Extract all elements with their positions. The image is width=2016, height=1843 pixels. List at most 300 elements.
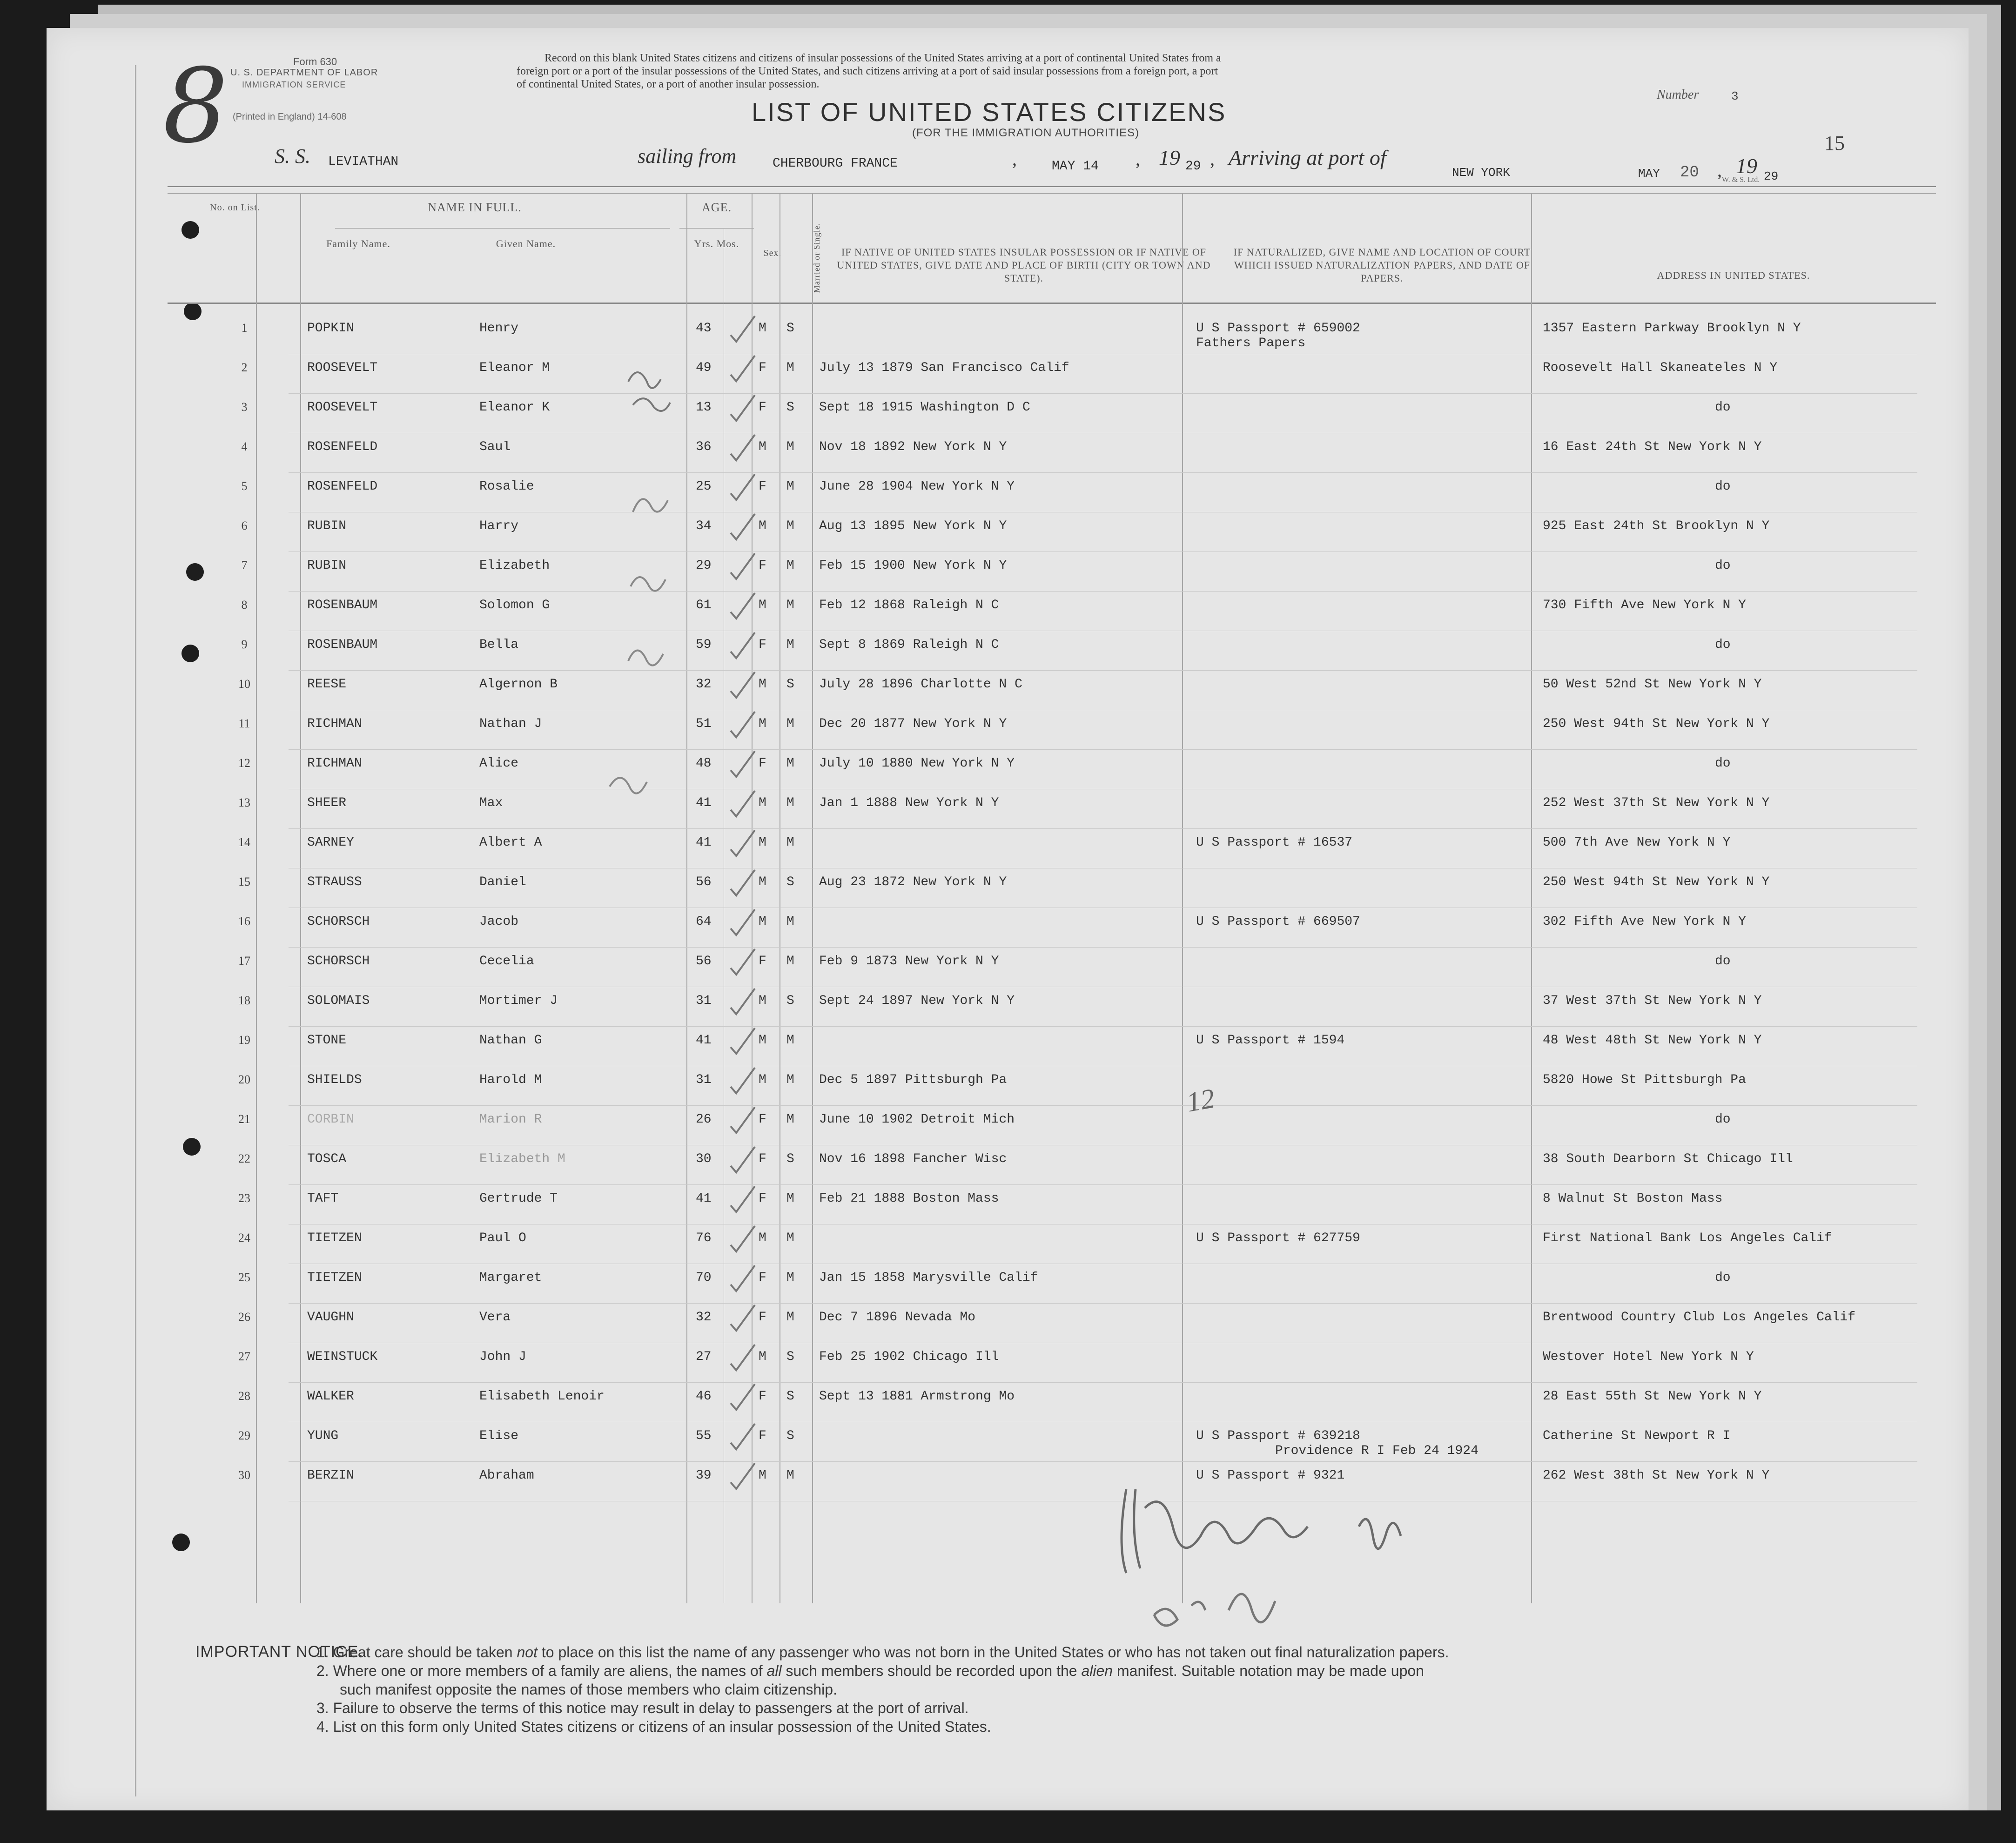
checkmark <box>731 316 755 342</box>
marital-status: M <box>786 479 794 494</box>
row-number: 26 <box>238 1310 250 1324</box>
checkmark <box>731 474 755 500</box>
sex: M <box>759 835 766 850</box>
printed-note: (Printed in England) 14-608 <box>233 112 347 122</box>
family-name: RUBIN <box>307 558 347 573</box>
naturalization: U S Passport # 659002 <box>1196 321 1360 336</box>
birth-date-place: Sept 18 1915 Washington D C <box>819 400 1030 415</box>
family-name: VAUGHN <box>307 1310 354 1325</box>
checkmark <box>731 1345 755 1370</box>
age-years: 39 <box>696 1468 712 1483</box>
row-number: 9 <box>241 638 248 651</box>
naturalization: U S Passport # 627759 <box>1196 1231 1360 1245</box>
birth-date-place: Dec 7 1896 Nevada Mo <box>819 1310 976 1325</box>
us-address: 38 South Dearborn St Chicago Ill <box>1543 1152 1793 1166</box>
sex: M <box>759 994 766 1008</box>
marital-status: M <box>786 1231 794 1245</box>
family-name: SARNEY <box>307 835 354 850</box>
header-sex: Sex. <box>763 248 782 258</box>
header-no: No. on List. <box>210 202 260 213</box>
row-number: 30 <box>238 1468 250 1482</box>
marital-status: M <box>786 519 794 533</box>
handwritten-margin-notes <box>563 316 684 922</box>
sex: F <box>759 1112 766 1127</box>
arrival-month: MAY <box>1638 167 1660 181</box>
age-years: 31 <box>696 1073 712 1087</box>
us-address: do <box>1715 479 1731 494</box>
sex: M <box>759 1033 766 1048</box>
row-number: 23 <box>238 1191 250 1205</box>
sex: M <box>759 717 766 731</box>
age-years: 29 <box>696 558 712 573</box>
sex: F <box>759 1389 766 1404</box>
birth-date-place: Feb 15 1900 New York N Y <box>819 558 1007 573</box>
row-number: 16 <box>238 915 250 928</box>
row-rule <box>289 828 1917 829</box>
us-address: 50 West 52nd St New York N Y <box>1543 677 1762 692</box>
row-number: 20 <box>238 1073 250 1086</box>
header-subrule <box>335 228 670 229</box>
checkmark <box>731 712 755 737</box>
given-name: Bella <box>479 638 519 652</box>
age-years: 41 <box>696 796 712 810</box>
birth-date-place: Sept 13 1881 Armstrong Mo <box>819 1389 1015 1404</box>
sex: F <box>759 1152 766 1166</box>
naturalization-note: Fathers Papers <box>1196 336 1306 350</box>
age-years: 32 <box>696 677 712 692</box>
marital-status: M <box>786 638 794 652</box>
us-address: do <box>1715 400 1731 415</box>
column-rule <box>1531 193 1532 1603</box>
marital-status: M <box>786 717 794 731</box>
sex: M <box>759 875 766 889</box>
us-address: do <box>1715 1271 1731 1285</box>
given-name: Elizabeth <box>479 558 550 573</box>
given-name: Gertrude T <box>479 1191 558 1206</box>
marital-status: M <box>786 361 794 375</box>
family-name: YUNG <box>307 1429 339 1443</box>
family-name: SCHORSCH <box>307 915 370 929</box>
given-name: John J <box>479 1350 526 1364</box>
punch-hole <box>186 563 204 581</box>
age-years: 30 <box>696 1152 712 1166</box>
birth-date-place: Nov 16 1898 Fancher Wisc <box>819 1152 1007 1166</box>
birth-date-place: Dec 20 1877 New York N Y <box>819 717 1007 731</box>
given-name: Algernon B <box>479 677 558 692</box>
family-name: SHIELDS <box>307 1073 362 1087</box>
us-address: do <box>1715 756 1731 771</box>
notice-item-2-cont: such manifest opposite the names of those members who claim citizenship. <box>340 1681 837 1698</box>
checkmark <box>731 1463 755 1489</box>
header-yrs-mos: Yrs. Mos. <box>694 238 739 249</box>
marital-status: M <box>786 954 794 969</box>
punch-hole <box>184 303 202 320</box>
us-address: Westover Hotel New York N Y <box>1543 1350 1754 1364</box>
header-given-name: Given Name. <box>496 238 556 249</box>
us-address: 262 West 38th St New York N Y <box>1543 1468 1770 1483</box>
checkmark <box>731 1028 755 1054</box>
punch-hole <box>172 1534 190 1551</box>
age-years: 32 <box>696 1310 712 1325</box>
margin-rule <box>135 65 136 1796</box>
age-years: 55 <box>696 1429 712 1443</box>
inspector-checkmarks <box>689 307 782 1517</box>
row-number: 15 <box>238 875 250 888</box>
given-name: Alice <box>479 756 519 771</box>
inspector-signature <box>1098 1471 1471 1666</box>
given-name: Marion R <box>479 1112 542 1127</box>
row-number: 1 <box>241 321 248 335</box>
row-number: 18 <box>238 994 250 1007</box>
birth-date-place: Dec 5 1897 Pittsburgh Pa <box>819 1073 1007 1087</box>
age-years: 31 <box>696 994 712 1008</box>
page-subtitle: (FOR THE IMMIGRATION AUTHORITIES) <box>912 127 1140 139</box>
us-address: 1357 Eastern Parkway Brooklyn N Y <box>1543 321 1801 336</box>
family-name: SOLOMAIS <box>307 994 370 1008</box>
marital-status: M <box>786 1033 794 1048</box>
family-name: ROOSEVELT <box>307 361 378 375</box>
depart-year: 29 <box>1185 159 1201 174</box>
given-name: Jacob <box>479 915 519 929</box>
sex: F <box>759 1271 766 1285</box>
marital-status: M <box>786 756 794 771</box>
given-name: Albert A <box>479 835 542 850</box>
family-name: TIETZEN <box>307 1231 362 1245</box>
arrival-day: 20 <box>1680 164 1699 182</box>
checkmark <box>731 1384 755 1410</box>
checkmark <box>731 435 755 460</box>
age-years: 46 <box>696 1389 712 1404</box>
us-address: 5820 Howe St Pittsburgh Pa <box>1543 1073 1746 1087</box>
service: IMMIGRATION SERVICE <box>242 80 346 89</box>
age-years: 70 <box>696 1271 712 1285</box>
row-number: 22 <box>238 1152 250 1165</box>
sex: M <box>759 440 766 454</box>
birth-date-place: July 28 1896 Charlotte N C <box>819 677 1022 692</box>
family-name: REESE <box>307 677 347 692</box>
row-number: 14 <box>238 835 250 849</box>
row-number: 28 <box>238 1389 250 1403</box>
family-name: ROOSEVELT <box>307 400 378 415</box>
checkmark <box>731 1068 755 1093</box>
given-name: Elisabeth Lenoir <box>479 1389 605 1404</box>
given-name: Henry <box>479 321 519 336</box>
checkmark <box>731 791 755 816</box>
birth-date-place: Feb 25 1902 Chicago Ill <box>819 1350 999 1364</box>
family-name: WEINSTUCK <box>307 1350 378 1364</box>
given-name: Daniel <box>479 875 526 889</box>
us-address: do <box>1715 638 1731 652</box>
birth-date-place: July 10 1880 New York N Y <box>819 756 1015 771</box>
us-address: 250 West 94th St New York N Y <box>1543 717 1770 731</box>
given-name: Solomon G <box>479 598 550 612</box>
family-name: STONE <box>307 1033 347 1048</box>
us-address: 37 West 37th St New York N Y <box>1543 994 1762 1008</box>
us-address: 48 West 48th St New York N Y <box>1543 1033 1762 1048</box>
age-years: 25 <box>696 479 712 494</box>
form-number: Form 630 <box>293 56 337 67</box>
age-years: 41 <box>696 1191 712 1206</box>
us-address: 250 West 94th St New York N Y <box>1543 875 1770 889</box>
marital-status: M <box>786 1310 794 1325</box>
us-address: 302 Fifth Ave New York N Y <box>1543 915 1746 929</box>
row-rule <box>289 1461 1917 1462</box>
birth-date-place: Feb 12 1868 Raleigh N C <box>819 598 999 612</box>
us-address: 925 East 24th St Brooklyn N Y <box>1543 519 1770 533</box>
family-name: RICHMAN <box>307 717 362 731</box>
header-bottom-rule <box>168 303 1936 304</box>
header-rule <box>168 186 1936 187</box>
checkmark <box>731 1147 755 1172</box>
department: U. S. DEPARTMENT OF LABOR <box>230 67 378 78</box>
checkmark <box>731 949 755 975</box>
row-rule <box>289 1184 1917 1185</box>
depart-date: MAY 14 <box>1052 159 1099 174</box>
row-number: 24 <box>238 1231 250 1244</box>
family-name: RICHMAN <box>307 756 362 771</box>
row-number: 2 <box>241 361 248 374</box>
marital-status: M <box>786 440 794 454</box>
row-number: 29 <box>238 1429 250 1442</box>
row-rule <box>289 670 1917 671</box>
header-subrule <box>679 228 754 229</box>
page-title: LIST OF UNITED STATES CITIZENS <box>752 97 1227 127</box>
us-address: 500 7th Ave New York N Y <box>1543 835 1731 850</box>
arriving-label: Arriving at port of <box>1229 146 1386 169</box>
marital-status: S <box>786 677 794 692</box>
header-naturalized: IF NATURALIZED, GIVE NAME AND LOCATION OF COURT WHICH ISSUED NATURALIZATION PAPERS, AND DATE OF PAPERS. <box>1233 246 1531 284</box>
checkmark <box>731 830 755 856</box>
row-number: 19 <box>238 1033 250 1047</box>
sex: M <box>759 1073 766 1087</box>
given-name: Margaret <box>479 1271 542 1285</box>
checkmark <box>731 1107 755 1133</box>
column-rule <box>686 193 687 1603</box>
header-married-single: Married or Single. <box>812 222 821 293</box>
number-label: Number <box>1657 87 1699 102</box>
given-name: Rosalie <box>479 479 534 494</box>
row-rule <box>289 749 1917 750</box>
row-number: 5 <box>241 479 248 493</box>
age-years: 43 <box>696 321 712 336</box>
age-years: 56 <box>696 954 712 969</box>
us-address: 8 Walnut St Boston Mass <box>1543 1191 1723 1206</box>
row-number: 12 <box>238 756 250 770</box>
naturalization: U S Passport # 639218 <box>1196 1429 1360 1443</box>
row-number: 25 <box>238 1271 250 1284</box>
row-rule <box>289 1303 1917 1304</box>
given-name: Saul <box>479 440 511 454</box>
family-name: SCHORSCH <box>307 954 370 969</box>
us-address: do <box>1715 1112 1731 1127</box>
notice-item-2: 2. Where one or more members of a family are aliens, the names of all such members should be recorded upon the alien manifest. Suitable notation may be made upon <box>316 1662 1424 1679</box>
marital-status: S <box>786 1429 794 1443</box>
us-address: First National Bank Los Angeles Calif <box>1543 1231 1832 1245</box>
checkmark <box>731 1424 755 1449</box>
age-years: 26 <box>696 1112 712 1127</box>
birth-date-place: Aug 13 1895 New York N Y <box>819 519 1007 533</box>
row-rule <box>289 947 1917 948</box>
checkmark <box>731 672 755 698</box>
family-name: WALKER <box>307 1389 354 1404</box>
row-number: 11 <box>238 717 250 730</box>
punch-hole <box>183 1138 201 1156</box>
marital-status: S <box>786 321 794 336</box>
instruction-line-1: Record on this blank United States citizens and citizens of insular possessions of the United States arriving at a port of continental United States from a <box>544 52 1221 64</box>
column-rule <box>812 193 813 1603</box>
marital-status: M <box>786 558 794 573</box>
row-rule <box>289 1026 1917 1027</box>
birth-date-place: Feb 9 1873 New York N Y <box>819 954 999 969</box>
checkmark <box>731 553 755 579</box>
arrival-year-prefix: 19 <box>1736 154 1757 178</box>
marital-status: M <box>786 1112 794 1127</box>
naturalization: U S Passport # 1594 <box>1196 1033 1345 1048</box>
notice-item-1: 1. Great care should be taken not to place on this list the name of any passenger who was not born in the United States or who has not taken out final naturalization papers. <box>316 1644 1449 1661</box>
us-address: 28 East 55th St New York N Y <box>1543 1389 1762 1404</box>
us-address: 16 East 24th St New York N Y <box>1543 440 1762 454</box>
birth-date-place: Feb 21 1888 Boston Mass <box>819 1191 999 1206</box>
birth-date-place: Jan 15 1858 Marysville Calif <box>819 1271 1038 1285</box>
header-name-in-full: NAME IN FULL. <box>428 201 522 214</box>
marital-status: S <box>786 1350 794 1364</box>
family-name: CORBIN <box>307 1112 354 1127</box>
row-number: 10 <box>238 677 250 691</box>
age-years: 41 <box>696 1033 712 1048</box>
sex: M <box>759 519 766 533</box>
row-number: 27 <box>238 1350 250 1363</box>
family-name: BERZIN <box>307 1468 354 1483</box>
age-years: 36 <box>696 440 712 454</box>
checkmark <box>731 1305 755 1331</box>
marital-status: M <box>786 1271 794 1285</box>
sex: F <box>759 1310 766 1325</box>
header-rule <box>168 193 1936 194</box>
given-name: Harry <box>479 519 519 533</box>
marital-status: M <box>786 835 794 850</box>
age-years: 41 <box>696 835 712 850</box>
family-name: SHEER <box>307 796 347 810</box>
birth-date-place: Sept 8 1869 Raleigh N C <box>819 638 999 652</box>
row-number: 4 <box>241 440 248 453</box>
sex: F <box>759 638 766 652</box>
age-years: 51 <box>696 717 712 731</box>
checkmark <box>731 909 755 935</box>
notice-item-3: 3. Failure to observe the terms of this notice may result in delay to passengers at the port of arrival. <box>316 1700 969 1716</box>
age-years: 49 <box>696 361 712 375</box>
given-name: Paul O <box>479 1231 526 1245</box>
family-name: ROSENFELD <box>307 479 378 494</box>
row-rule <box>289 393 1917 394</box>
given-name: Harold M <box>479 1073 542 1087</box>
birth-date-place: Sept 24 1897 New York N Y <box>819 994 1015 1008</box>
checkmark <box>731 632 755 658</box>
checkmark <box>731 514 755 539</box>
family-name: STRAUSS <box>307 875 362 889</box>
number-value: 3 <box>1731 89 1739 103</box>
header-address: ADDRESS IN UNITED STATES. <box>1657 269 1810 281</box>
given-name: Cecelia <box>479 954 534 969</box>
ship-name: LEVIATHAN <box>328 155 399 169</box>
birth-date-place: June 28 1904 New York N Y <box>819 479 1015 494</box>
age-years: 61 <box>696 598 712 612</box>
age-years: 59 <box>696 638 712 652</box>
given-name: Elise <box>479 1429 519 1443</box>
naturalization: U S Passport # 9321 <box>1196 1468 1345 1483</box>
checkmark <box>731 1226 755 1251</box>
us-address: Catherine St Newport R I <box>1543 1429 1731 1443</box>
sex: F <box>759 558 766 573</box>
column-rule <box>300 193 301 1603</box>
sex: F <box>759 1191 766 1206</box>
depart-year-prefix: 19 <box>1159 146 1180 169</box>
family-name: RUBIN <box>307 519 347 533</box>
row-rule <box>289 1105 1917 1106</box>
notice-item-4: 4. List on this form only United States citizens or citizens of an insular possession of the United States. <box>316 1718 991 1735</box>
given-name: Abraham <box>479 1468 534 1483</box>
family-name: TIETZEN <box>307 1271 362 1285</box>
birth-date-place: July 13 1879 San Francisco Calif <box>819 361 1069 375</box>
marital-status: M <box>786 1468 794 1483</box>
age-years: 13 <box>696 400 712 415</box>
sex: F <box>759 756 766 771</box>
given-name: Eleanor K <box>479 400 550 415</box>
checkmark <box>731 356 755 381</box>
birth-date-place: June 10 1902 Detroit Mich <box>819 1112 1015 1127</box>
row-rule <box>289 591 1917 592</box>
birth-date-place: Jan 1 1888 New York N Y <box>819 796 999 810</box>
arrival-port: NEW YORK <box>1452 166 1510 180</box>
family-name: ROSENBAUM <box>307 598 378 612</box>
given-name: Mortimer J <box>479 994 558 1008</box>
row-rule <box>289 1382 1917 1383</box>
checkmark <box>731 593 755 619</box>
checkmark <box>731 989 755 1014</box>
sex: F <box>759 479 766 494</box>
family-name: POPKIN <box>307 321 354 336</box>
row-number: 13 <box>238 796 250 809</box>
checkmark <box>731 395 755 421</box>
marital-status: M <box>786 915 794 929</box>
sex: M <box>759 321 766 336</box>
handwritten-mark: 12 <box>1184 1083 1217 1118</box>
printer-mark: W. & S. Ltd. <box>1722 176 1760 184</box>
age-years: 76 <box>696 1231 712 1245</box>
header-native: IF NATIVE OF UNITED STATES INSULAR POSSESSION OR IF NATIVE OF UNITED STATES, GIVE DATE AND PLACE OF BIRTH (CITY OR TOWN AND STATE). <box>837 246 1211 284</box>
arrival-year: 29 <box>1764 169 1779 183</box>
naturalization: U S Passport # 669507 <box>1196 915 1360 929</box>
row-number: 7 <box>241 558 248 572</box>
sex: F <box>759 400 766 415</box>
marital-status: S <box>786 400 794 415</box>
sex: F <box>759 1429 766 1443</box>
given-name: Max <box>479 796 503 810</box>
checkmark <box>731 751 755 777</box>
ss-label: S. S. <box>275 145 310 168</box>
checkmark <box>731 1265 755 1291</box>
marital-status: S <box>786 994 794 1008</box>
sex: M <box>759 1231 766 1245</box>
us-address: 730 Fifth Ave New York N Y <box>1543 598 1746 612</box>
marital-status: S <box>786 1152 794 1166</box>
marital-status: M <box>786 1191 794 1206</box>
marital-status: M <box>786 598 794 612</box>
marital-status: M <box>786 796 794 810</box>
sex: M <box>759 1468 766 1483</box>
naturalization: U S Passport # 16537 <box>1196 835 1353 850</box>
age-years: 48 <box>696 756 712 771</box>
punch-hole <box>181 221 199 239</box>
